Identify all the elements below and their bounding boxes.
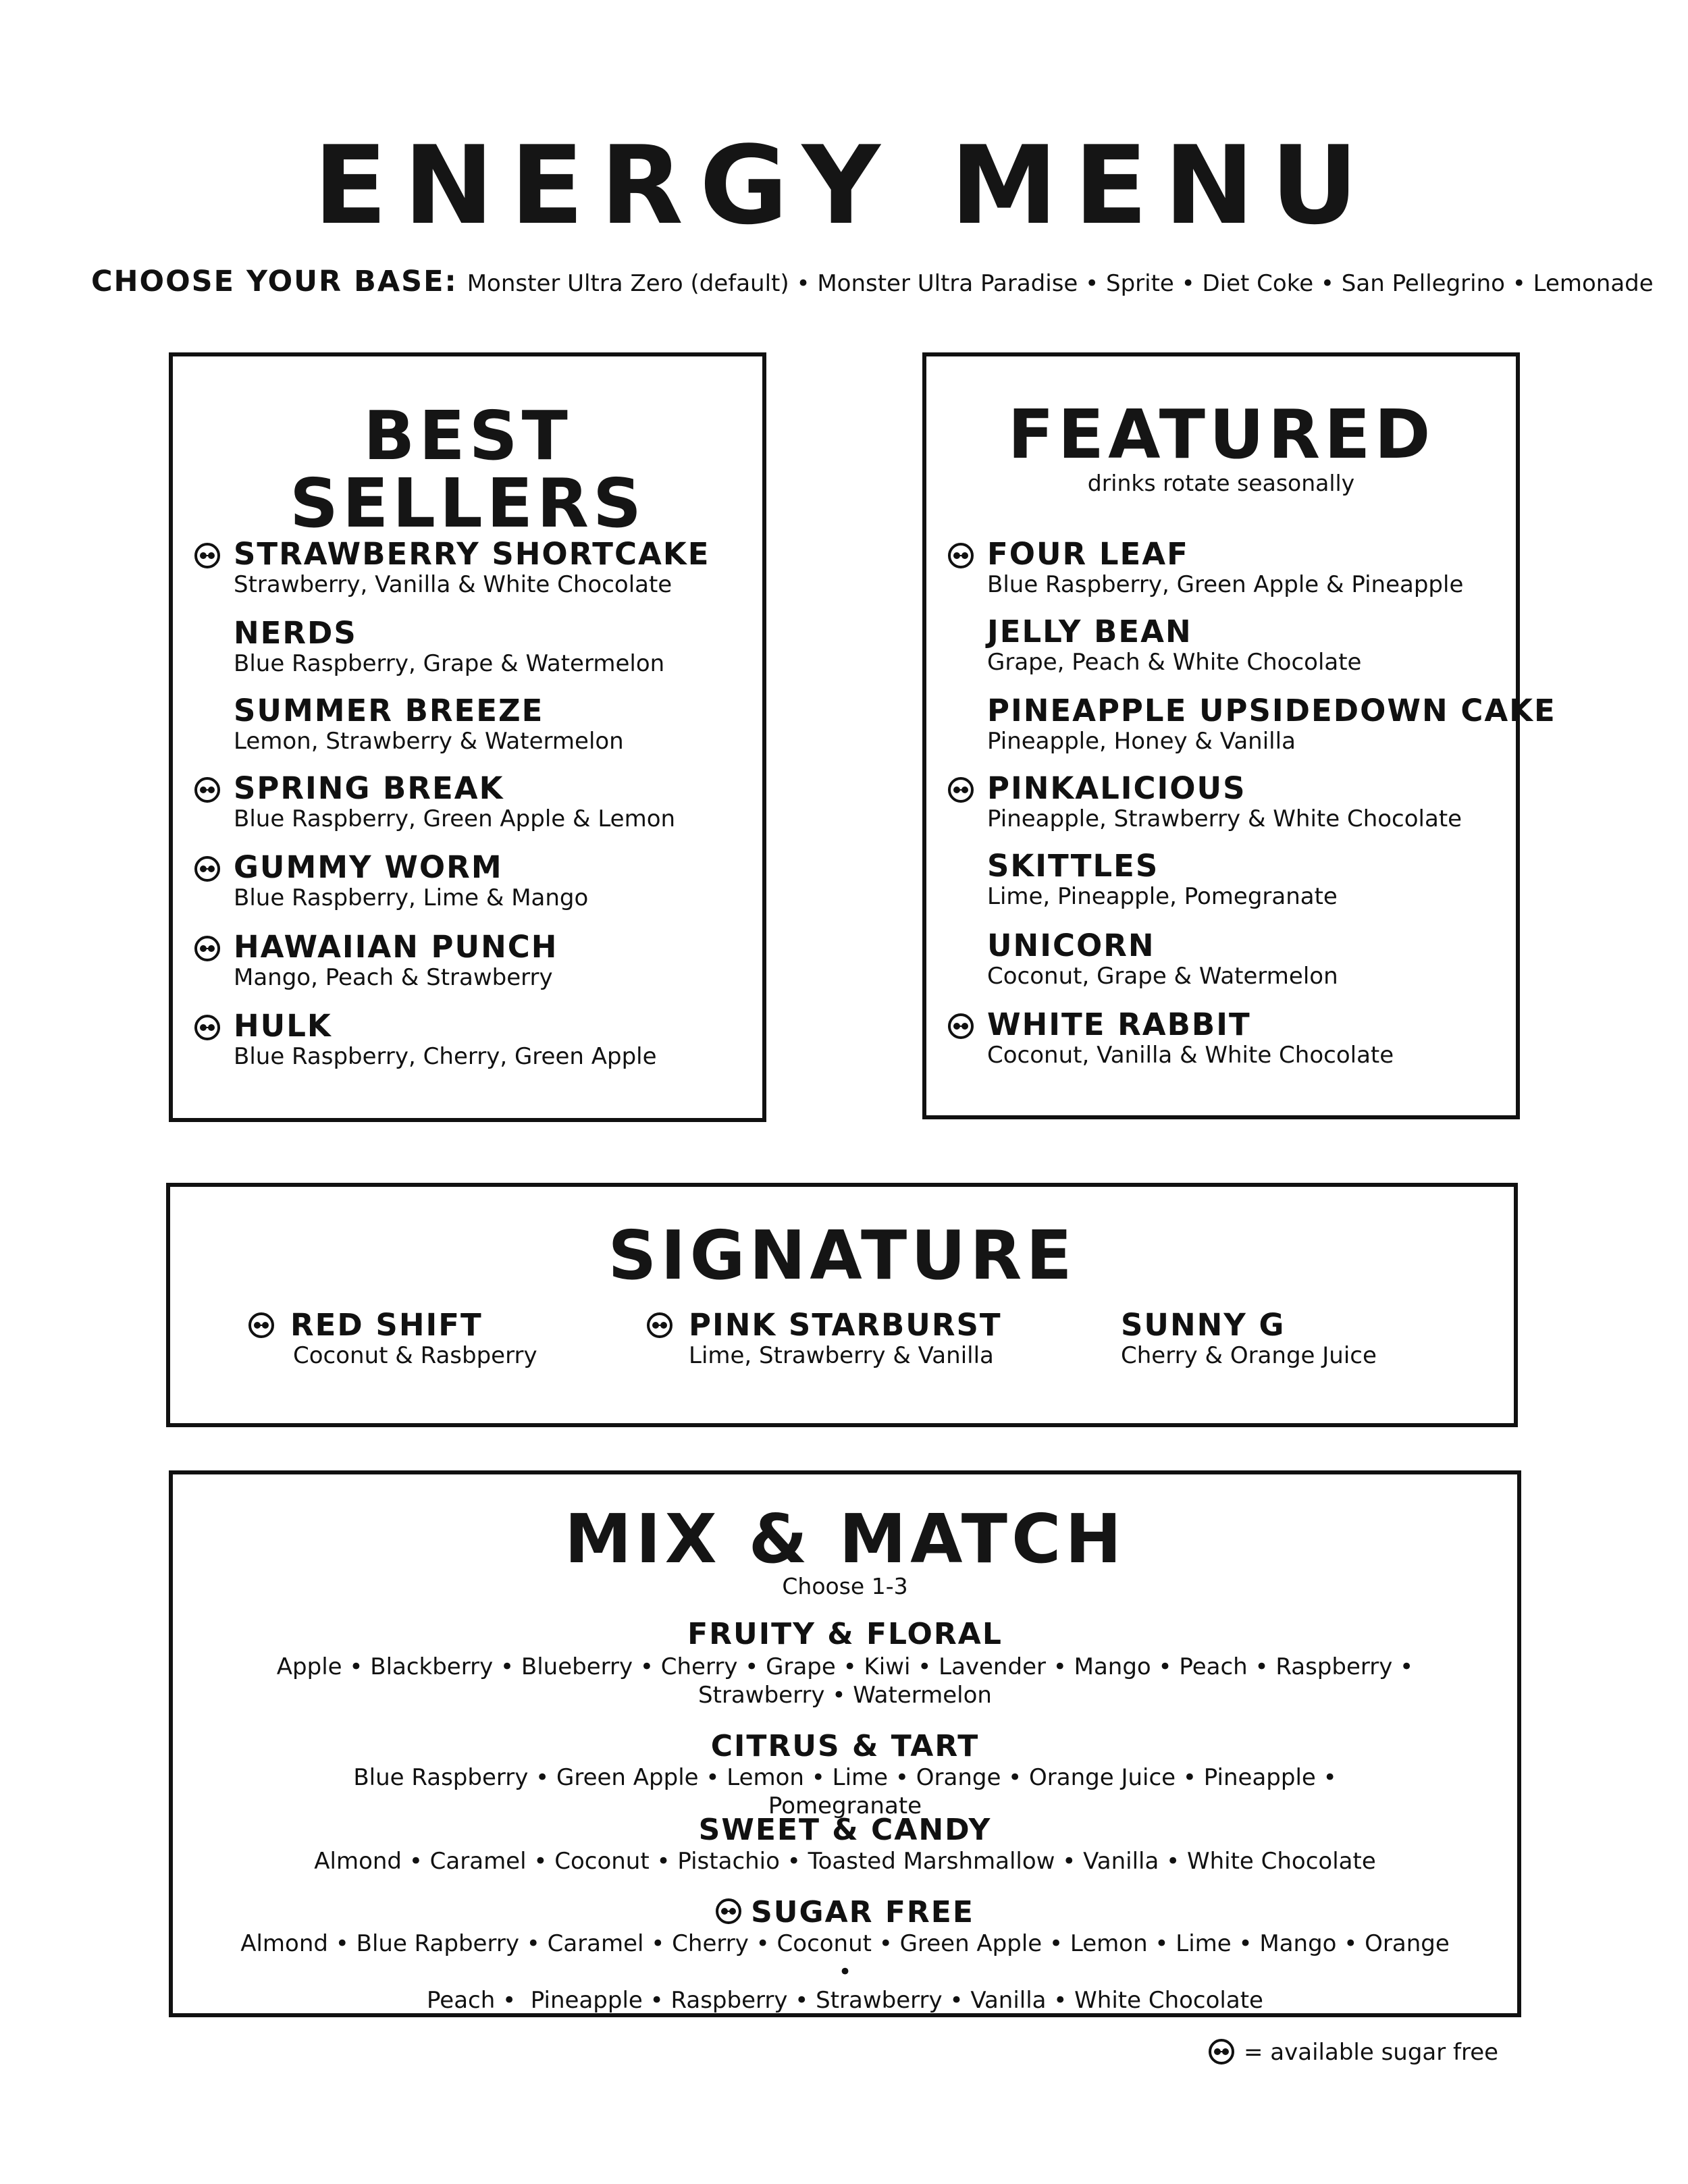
item-name: HULK: [234, 1008, 332, 1044]
featured-panel: [922, 352, 1556, 1119]
sugar-free-icon: [194, 777, 220, 803]
sugar-free-icon: [248, 1312, 274, 1338]
sugar-free-icon: [948, 543, 974, 568]
sugar-free-icon: [194, 856, 220, 882]
category-citrus-tart: CITRUS & TART: [710, 1729, 980, 1763]
menu-item: [234, 616, 664, 677]
item-desc: Pineapple, Strawberry & White Chocolate: [987, 805, 1462, 832]
item-name: PINK STARBURST: [689, 1307, 1002, 1343]
menu-item: [1121, 1308, 1377, 1369]
item-name: STRAWBERRY SHORTCAKE: [234, 536, 710, 572]
flavor-line: Apple • Blackberry • Blueberry • Cherry • Grape • Kiwi • Lavender • Mango • Peach • Raspberry •: [276, 1653, 1414, 1680]
signature-panel: [166, 1183, 1518, 1427]
item-name: NERDS: [234, 615, 357, 651]
item-name: PINEAPPLE UPSIDEDOWN CAKE: [987, 693, 1556, 728]
item-name: SKITTLES: [987, 848, 1159, 884]
item-desc: Grape, Peach & White Chocolate: [987, 649, 1362, 676]
sugar-free-icon: [1209, 2039, 1234, 2065]
item-name: GUMMY WORM: [234, 849, 503, 885]
item-desc: Coconut, Vanilla & White Chocolate: [987, 1042, 1394, 1069]
item-desc: Cherry & Orange Juice: [1121, 1342, 1377, 1369]
sugar-free-icon: [948, 777, 974, 803]
item-desc: Lime, Pineapple, Pomegranate: [987, 883, 1338, 910]
sugar-free-icon: [194, 936, 220, 961]
mix-match-heading: MIX & MATCH: [564, 1499, 1126, 1578]
item-name: WHITE RABBIT: [987, 1007, 1251, 1042]
item-name: PINKALICIOUS: [987, 770, 1246, 806]
category-sweet-candy: SWEET & CANDY: [698, 1813, 992, 1847]
menu-item: [987, 537, 1463, 598]
category-sugar-free-label: SUGAR FREE: [751, 1895, 974, 1929]
mix-match-subheading: Choose 1-3: [782, 1573, 908, 1599]
menu-item: [987, 849, 1338, 910]
menu-item: [987, 615, 1361, 676]
flavor-list: [274, 1847, 1416, 1875]
signature-heading: SIGNATURE: [608, 1216, 1076, 1295]
menu-item: [987, 772, 1462, 832]
item-desc: Pineapple, Honey & Vanilla: [987, 728, 1296, 755]
featured-subheading: drinks rotate seasonally: [1087, 470, 1355, 496]
menu-item: [987, 929, 1338, 990]
item-name: FOUR LEAF: [987, 536, 1189, 572]
item-desc: Blue Raspberry, Cherry, Green Apple: [234, 1043, 657, 1070]
flavor-list: [240, 1929, 1450, 2015]
base-options: Monster Ultra Zero (default) • Monster Ultra Paradise • Sprite • Diet Coke • San Pellegrino • Lemonade: [467, 270, 1654, 297]
sugar-free-icon: [194, 543, 220, 568]
menu-item: [987, 694, 1556, 755]
flavor-line: Almond • Caramel • Coconut • Pistachio • Toasted Marshmallow • Vanilla • White Chocolate: [314, 1848, 1376, 1875]
flavor-line: Almond • Blue Rapberry • Caramel • Cherry • Coconut • Green Apple • Lemon • Lime • Mango • Orange •: [240, 1930, 1450, 1986]
item-desc: Blue Raspberry, Green Apple & Lemon: [234, 805, 676, 832]
item-desc: Mango, Peach & Strawberry: [234, 964, 553, 991]
menu-item: [234, 537, 710, 598]
item-name: SUNNY G: [1121, 1307, 1286, 1343]
legend-text: = available sugar free: [1244, 2039, 1499, 2066]
menu-item: [234, 1009, 657, 1070]
item-name: HAWAIIAN PUNCH: [234, 929, 558, 965]
item-name: SPRING BREAK: [234, 770, 504, 806]
item-desc: Strawberry, Vanilla & White Chocolate: [234, 571, 672, 598]
flavor-line: Strawberry • Watermelon: [698, 1682, 992, 1709]
item-desc: Lemon, Strawberry & Watermelon: [234, 728, 624, 755]
menu-item: [234, 851, 588, 911]
base-selector: [91, 265, 1654, 298]
sugar-free-icon: [647, 1312, 672, 1338]
flavor-line: Peach • Pineapple • Raspberry • Strawberry • Vanilla • White Chocolate: [427, 1987, 1263, 2014]
item-name: JELLY BEAN: [987, 614, 1192, 649]
flavor-line: Blue Raspberry • Green Apple • Lemon • Lime • Orange • Orange Juice • Pineapple • Pomegranate: [353, 1764, 1337, 1819]
base-label: CHOOSE YOUR BASE:: [91, 265, 458, 298]
page-title: ENERGY MENU: [313, 122, 1375, 248]
menu-item: [234, 772, 675, 832]
menu-item: [234, 930, 558, 991]
item-name: RED SHIFT: [290, 1307, 483, 1343]
legend: [1209, 2039, 1498, 2067]
item-name: UNICORN: [987, 928, 1155, 963]
item-desc: Coconut, Grape & Watermelon: [987, 963, 1338, 990]
featured-heading: FEATURED: [1007, 395, 1435, 474]
item-desc: Blue Raspberry, Green Apple & Pineapple: [987, 571, 1464, 598]
category-fruity-floral: FRUITY & FLORAL: [687, 1617, 1003, 1651]
menu-item: [987, 1008, 1394, 1069]
item-name: SUMMER BREEZE: [234, 693, 544, 728]
flavor-list: [274, 1653, 1416, 1709]
sugar-free-icon: [194, 1015, 220, 1040]
menu-item: [689, 1308, 1002, 1369]
best-sellers-heading: BEST SELLERS: [289, 396, 646, 543]
menu-item: [234, 694, 624, 755]
mix-match-panel: [169, 1470, 1521, 2017]
flavor-list: [274, 1763, 1416, 1820]
best-sellers-panel: [169, 352, 766, 1122]
item-desc: Coconut & Rasbperry: [293, 1342, 537, 1369]
item-desc: Blue Raspberry, Grape & Watermelon: [234, 650, 665, 677]
sugar-free-icon: [716, 1898, 741, 1924]
sugar-free-icon: [948, 1013, 974, 1039]
category-sugar-free: [173, 1896, 1517, 1929]
item-desc: Lime, Strawberry & Vanilla: [689, 1342, 994, 1369]
menu-item: [290, 1308, 537, 1369]
item-desc: Blue Raspberry, Lime & Mango: [234, 884, 589, 911]
